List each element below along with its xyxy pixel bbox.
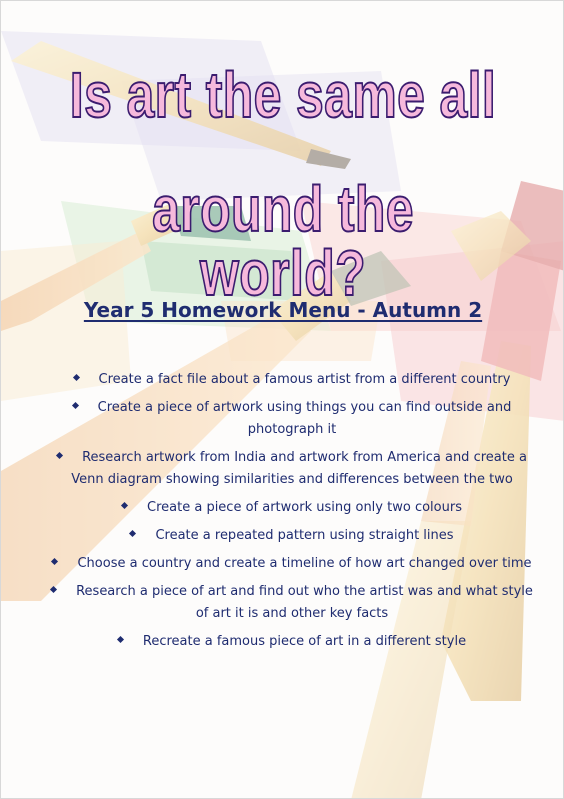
menu-item [35, 397, 535, 441]
menu-item-text: Research a piece of art and find out who the artist was and what style of art it is and other key facts [76, 584, 533, 621]
menu-item-text: Create a fact file about a famous artist from a different country [98, 372, 511, 387]
page-subtitle: Year 5 Homework Menu - Autumn 2 [83, 298, 483, 322]
menu-item-text: Choose a country and create a timeline of how art changed over time [77, 556, 532, 571]
menu-item-text: Research artwork from India and artwork from America and create a Venn diagram showing similarities and differences between the two [71, 450, 527, 487]
diamond-bullet-icon [72, 402, 79, 409]
diamond-bullet-icon [51, 558, 58, 565]
menu-item [35, 553, 535, 575]
diamond-bullet-icon [121, 502, 128, 509]
menu-item-text: Create a repeated pattern using straight lines [155, 528, 454, 543]
page-title-line-1: Is art the same all [69, 59, 497, 131]
menu-item [35, 581, 535, 625]
diamond-bullet-icon [56, 452, 63, 459]
page-title-line-2: around the world? [152, 173, 414, 309]
menu-item [35, 631, 535, 653]
menu-item [35, 525, 535, 547]
menu-item [35, 369, 535, 391]
homework-menu-list [35, 369, 535, 659]
diamond-bullet-icon [50, 586, 57, 593]
menu-item-text: Create a piece of artwork using things you can find outside and photograph it [97, 400, 512, 437]
diamond-bullet-icon [117, 636, 124, 643]
menu-item-text: Create a piece of artwork using only two colours [147, 500, 462, 515]
diamond-bullet-icon [129, 530, 136, 537]
menu-item-text: Recreate a famous piece of art in a different style [142, 634, 467, 649]
diamond-bullet-icon [73, 374, 80, 381]
menu-item [35, 447, 535, 491]
menu-item [35, 497, 535, 519]
